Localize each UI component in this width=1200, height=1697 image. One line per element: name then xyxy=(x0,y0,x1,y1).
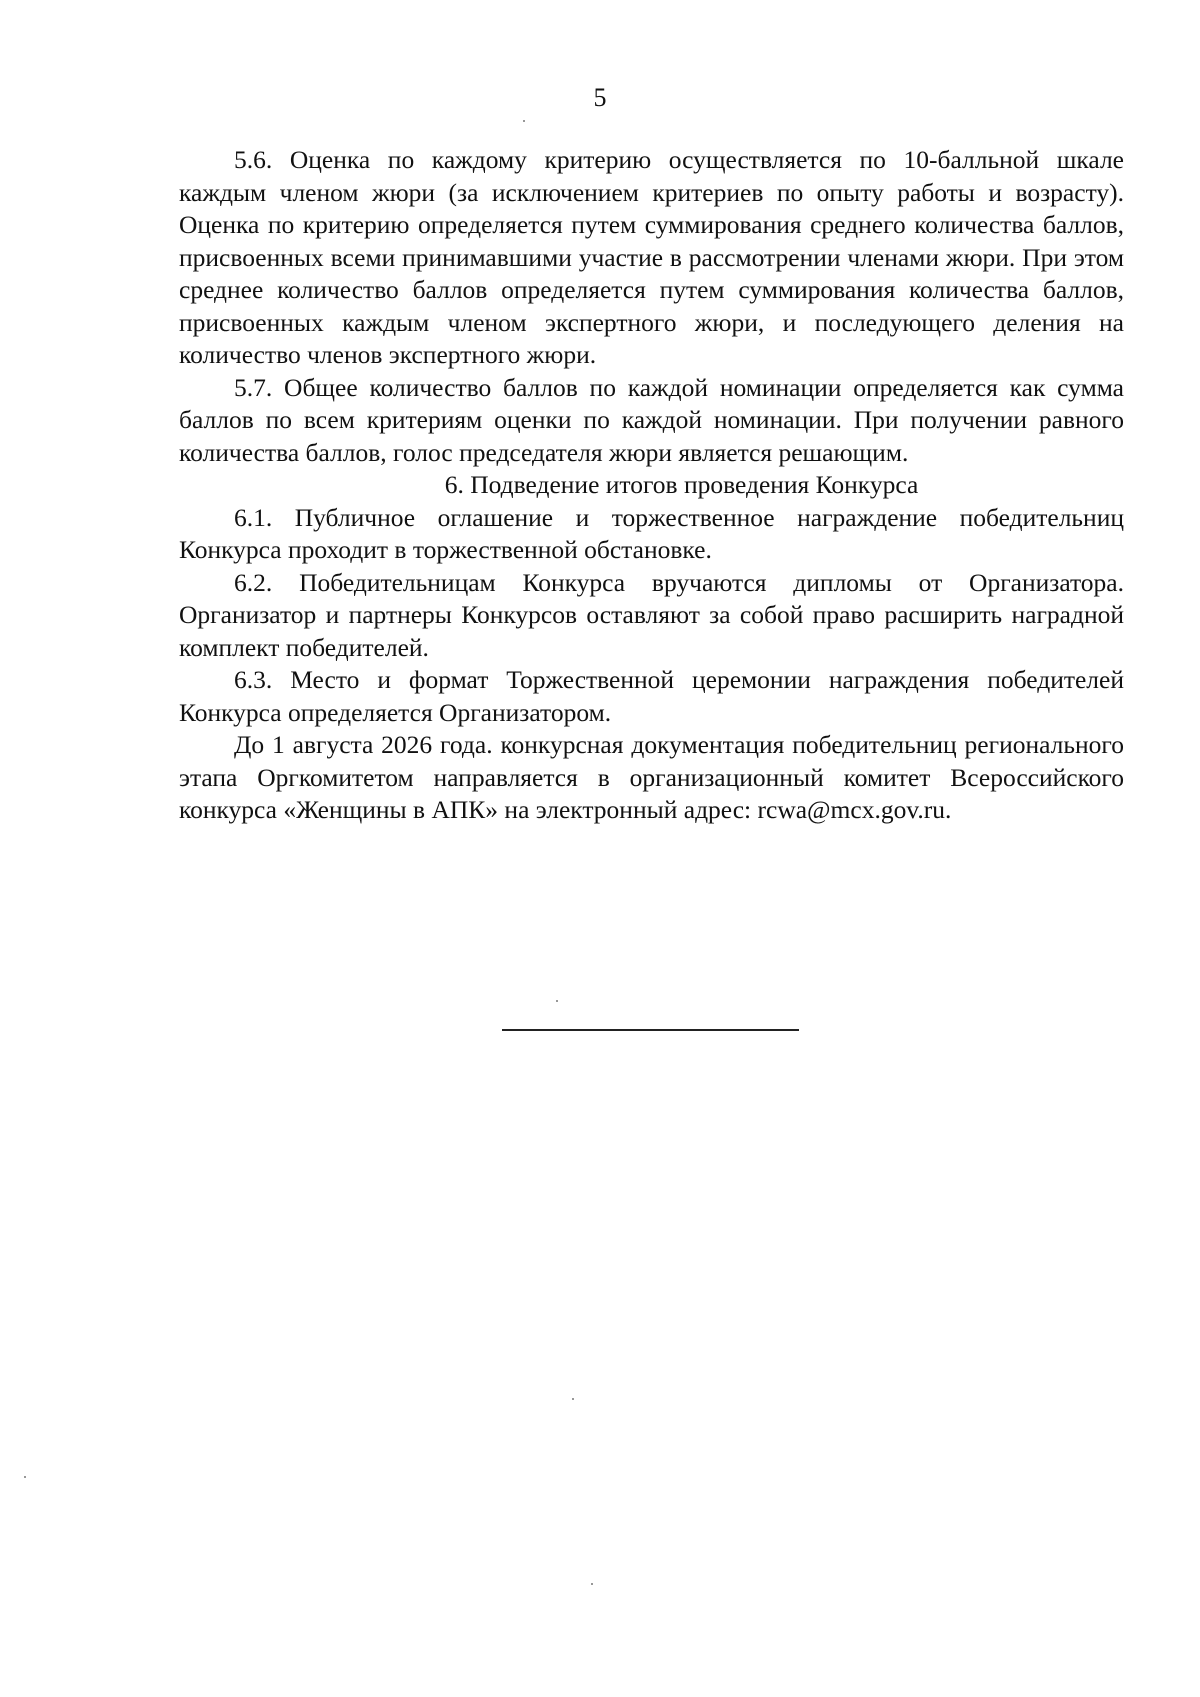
scan-speck xyxy=(591,1583,593,1585)
paragraph-6-3: 6.3. Место и формат Торжественной церемонии награждения победителей Конкурса определяется Организатором. xyxy=(179,665,1124,727)
paragraph-deadline: До 1 августа 2026 года. конкурсная документация победительниц регионального этапа Оргкомитетом направляется в организационный комитет Всероссийского конкурса «Женщины в АПК» на электронный адрес: rcwa@mcx.gov.ru. xyxy=(179,730,1124,824)
page-number: 5 xyxy=(593,83,607,112)
paragraph-5-6: 5.6. Оценка по каждому критерию осуществляется по 10-балльной шкале каждым членом жюри (за исключением критериев по опыту работы и возрасту). Оценка по критерию определяется путем суммирования среднего количества баллов, присвоенных всеми принимавшими участие в рассмотрении членами жюри. При этом среднее количество баллов определяется путем суммирования количества баллов, присвоенных каждым членом экспертного жюри, и последующего деления на количество членов экспертного жюри. xyxy=(179,145,1124,369)
paragraph-6-2: 6.2. Победительницам Конкурса вручаются дипломы от Организатора. Организатор и партнеры Конкурсов оставляют за собой право расширить наградной комплект победителей. xyxy=(179,567,1124,662)
scan-speck xyxy=(523,120,525,122)
scan-speck xyxy=(556,1000,558,1002)
scan-speck xyxy=(24,1476,26,1478)
section-heading: 6. Подведение итогов проведения Конкурса xyxy=(444,470,919,499)
paragraph-5-7: 5.7. Общее количество баллов по каждой номинации определяется как сумма баллов по всем критериям оценки по каждой номинации. При получении равного количества баллов, голос председателя жюри является решающим. xyxy=(179,372,1124,467)
document-body xyxy=(179,144,1124,827)
scan-speck xyxy=(572,1398,574,1400)
paragraph-6-1: 6.1. Публичное оглашение и торжественное награждение победительниц Конкурса проходит в торжественной обстановке. xyxy=(179,502,1124,564)
closing-divider-line xyxy=(502,1029,799,1031)
